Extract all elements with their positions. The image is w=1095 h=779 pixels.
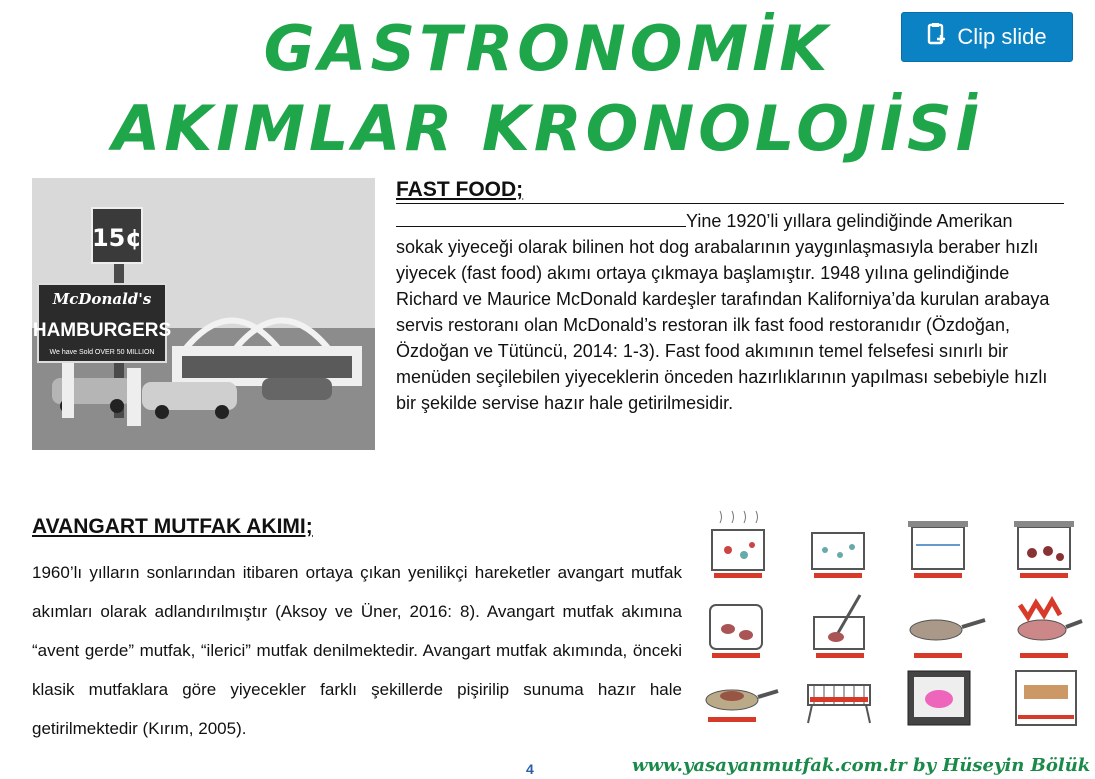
pan-frying-icon bbox=[706, 690, 778, 722]
baking-oven-icon bbox=[1016, 671, 1076, 725]
grilling-icon bbox=[808, 685, 870, 723]
boiling-pot-icon bbox=[712, 511, 764, 578]
sauteing-pan-icon bbox=[910, 620, 985, 658]
poaching-icon bbox=[814, 595, 864, 658]
mcdonalds-photo bbox=[32, 178, 375, 450]
sign-number: 15¢ bbox=[91, 224, 143, 252]
stewing-pot-icon bbox=[710, 605, 762, 658]
fast-food-heading: FAST FOOD; bbox=[396, 178, 1064, 204]
slide-title-line-2: AKIMLAR KRONOLOJİSİ bbox=[112, 92, 983, 165]
slide-title-line-1: GASTRONOMİK bbox=[263, 12, 832, 85]
deep-frying-icon bbox=[1018, 601, 1082, 658]
braising-pot-icon bbox=[1014, 521, 1074, 578]
clip-icon bbox=[927, 22, 949, 52]
sign-subtext: We have Sold OVER 50 MILLION bbox=[49, 349, 155, 356]
cooking-methods-illustration bbox=[700, 505, 1085, 740]
sign-brand: McDonald's bbox=[52, 290, 152, 308]
avangart-paragraph: 1960’lı yılların sonlarından itibaren ortaya çıkan yenilikçi hareketler avangart mutfak akımları olarak adlandırılmıştır (Aksoy ve Üner, 2016: 8). Avangart mutfak akımına “avent gerde” mutfak, “ilerici” mutfak denilmektedir. Avangart mutfak akımında, önceki klasik mutfaklara göre yiyecekler farklı şekillerde pişirilip sunuma hazır hale getirilmektedir (Kırım, 2005). bbox=[32, 563, 682, 738]
fast-food-paragraph bbox=[396, 208, 1064, 416]
steaming-pot-icon bbox=[908, 521, 968, 578]
page-number: 4 bbox=[526, 761, 534, 777]
sign-text: HAMBURGERS bbox=[32, 320, 172, 341]
clip-slide-label: Clip slide bbox=[957, 24, 1047, 49]
clip-slide-button[interactable] bbox=[901, 12, 1073, 62]
simmering-pot-icon bbox=[812, 533, 864, 578]
avangart-heading: AVANGART MUTFAK AKIMI; bbox=[32, 515, 313, 538]
fast-food-text: Yine 1920’li yıllara gelindiğinde Amerikan sokak yiyeceği olarak bilinen hot dog arabalarının yaygınlaşmasıyla beraber hızlı yiyecek (fast food) akımı ortaya çıkmaya başlamıştır. 1948 yılına gelindiğinde Richard ve Maurice McDonald kardeşler tarafından Kaliforniya’da kurulan arabaya servis restoranı olan McDonald’s restoran ilk fast food restoranıdır (Özdoğan, Özdoğan ve Tütüncü, 2014: 1-3). Fast food akımının temel felsefesi sınırlı bir menüden seçilebilen yiyeceklerin önceden hazırlıklarının yapılması sebebiyle hızlı bir şekilde servise hazır hale getirilmesidir. bbox=[396, 211, 1050, 413]
footer-credit: www.yasayanmutfak.com.tr by Hüseyin Bölük bbox=[632, 755, 1091, 776]
blank-line bbox=[396, 208, 686, 227]
roasting-oven-icon bbox=[908, 671, 970, 725]
